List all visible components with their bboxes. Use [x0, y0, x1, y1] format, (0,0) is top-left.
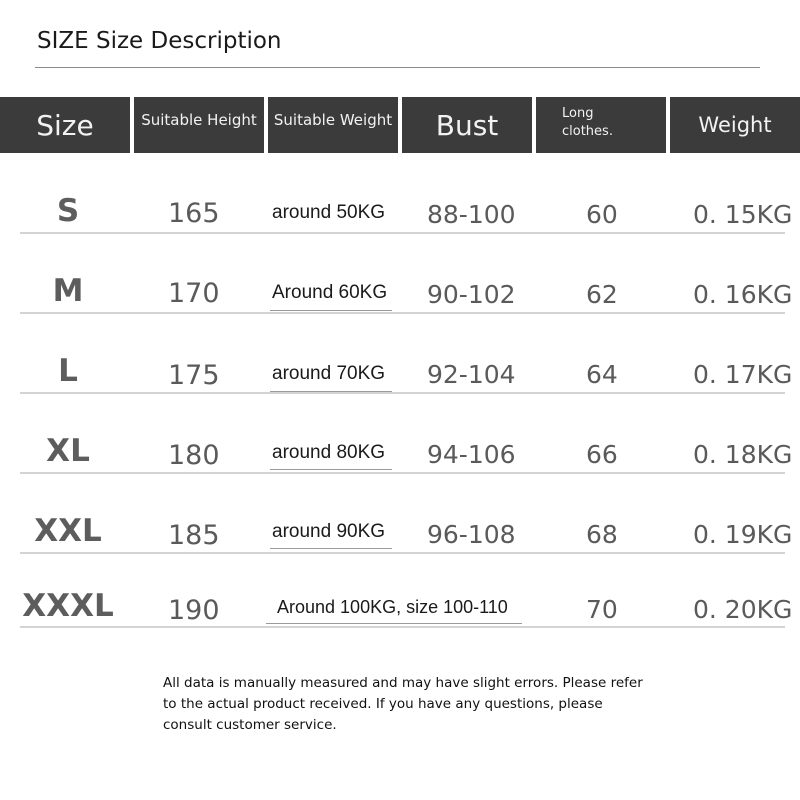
height-value: 165	[168, 198, 220, 229]
bust-value: 88-100	[427, 200, 516, 229]
size-label: XXXL	[22, 588, 114, 624]
weight-range-underline	[270, 310, 392, 311]
bust-value: 94-106	[427, 440, 516, 469]
bust-value: 96-108	[427, 520, 516, 549]
bust-value: 90-102	[427, 280, 516, 309]
weight-range-value: around 80KG	[272, 442, 386, 463]
height-value: 180	[168, 440, 220, 471]
weight-range-underline	[266, 623, 522, 624]
table-row	[0, 500, 800, 580]
header-bust: Bust	[402, 97, 532, 153]
row-divider	[20, 626, 785, 628]
row-divider	[20, 312, 785, 314]
size-label: S	[56, 193, 80, 229]
length-value: 60	[586, 200, 618, 229]
height-value: 170	[168, 278, 220, 309]
table-row	[0, 340, 800, 420]
size-label: XL	[46, 433, 90, 469]
header-long-clothes-label: Long clothes.	[562, 106, 613, 139]
weight-value: 0. 15KG	[693, 200, 793, 229]
weight-range-underline	[270, 469, 392, 470]
table-row	[0, 180, 800, 260]
header-size: Size	[0, 97, 130, 153]
weight-range-value: Around 100KG, size 100-110	[277, 597, 508, 617]
weight-range-value: Around 60KG	[272, 282, 388, 303]
weight-range-value: around 70KG	[272, 363, 386, 384]
size-label: XXL	[34, 513, 102, 549]
header-weight: Weight	[670, 97, 800, 153]
table-row	[0, 420, 800, 500]
length-value: 70	[586, 595, 618, 624]
length-value: 66	[586, 440, 618, 469]
height-value: 175	[168, 360, 220, 391]
size-label: L	[58, 353, 78, 389]
header-long-clothes	[536, 97, 666, 153]
header-suitable-height: Suitable Height	[134, 97, 264, 153]
weight-range-underline	[270, 548, 392, 549]
row-divider	[20, 472, 785, 474]
height-value: 185	[168, 520, 220, 551]
title-divider	[35, 67, 760, 68]
page-title: SIZE Size Description	[37, 28, 282, 54]
weight-value: 0. 17KG	[693, 360, 793, 389]
header-suitable-weight: Suitable Weight	[268, 97, 398, 153]
weight-range-value: around 50KG	[272, 202, 386, 223]
row-divider	[20, 552, 785, 554]
length-value: 62	[586, 280, 618, 309]
disclaimer-note: All data is manually measured and may have slight errors. Please refer to the actual product received. If you have any questions, please consult customer service.	[163, 675, 643, 733]
length-value: 64	[586, 360, 618, 389]
length-value: 68	[586, 520, 618, 549]
row-divider	[20, 232, 785, 234]
weight-value: 0. 19KG	[693, 520, 793, 549]
bust-value: 92-104	[427, 360, 516, 389]
size-label: M	[52, 273, 84, 309]
height-value: 190	[168, 595, 220, 626]
table-row	[0, 260, 800, 340]
weight-range-value: around 90KG	[272, 521, 386, 542]
row-divider	[20, 392, 785, 394]
weight-value: 0. 18KG	[693, 440, 793, 469]
weight-value: 0. 16KG	[693, 280, 793, 309]
table-row	[0, 580, 800, 660]
weight-value: 0. 20KG	[693, 595, 793, 624]
